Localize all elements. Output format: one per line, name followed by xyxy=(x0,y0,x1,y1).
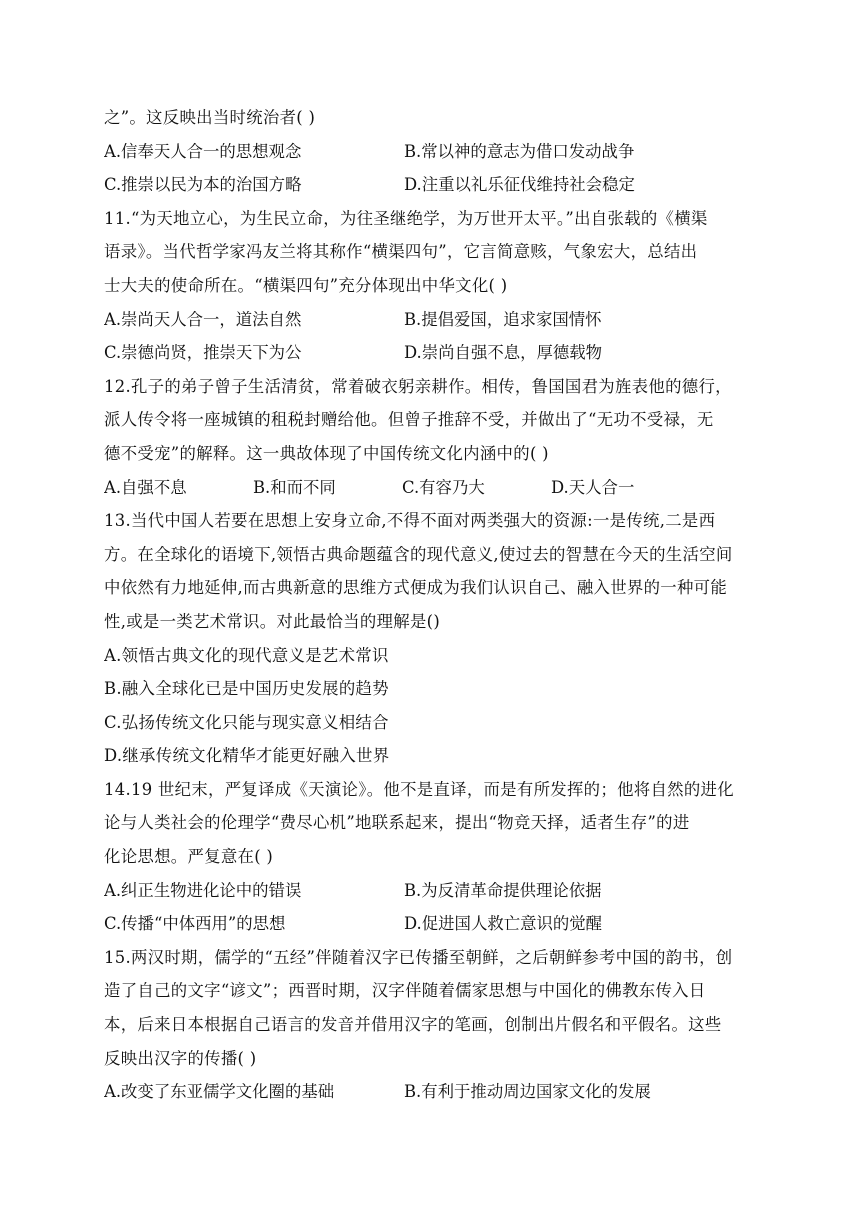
text-line: D.继承传统文化精华才能更好融入世界 xyxy=(104,746,390,766)
options-row xyxy=(104,168,760,202)
text-line: 15.两汉时期，儒学的“五经”伴随着汉字已传播至朝鲜，之后朝鲜参考中国的韵书，创 xyxy=(104,947,733,967)
option-d: D.天人合一 xyxy=(551,477,635,497)
text-line: 化论思想。严复意在( ) xyxy=(104,847,274,867)
text-line: 13.当代中国人若要在思想上安身立命,不得不面对两类强大的资源:一是传统,二是西 xyxy=(104,511,716,531)
text-line: B.融入全球化已是中国历史发展的趋势 xyxy=(104,679,389,699)
text-line: 性,或是一类艺术常识。对此最恰当的理解是() xyxy=(104,611,441,631)
option-b: B.提倡爱国，追求家国情怀 xyxy=(404,309,602,329)
text-line: 11.“为天地立心，为生民立命，为往圣继绝学，为万世开太平。”出自张载的《横渠 xyxy=(104,208,708,228)
text-line: 本，后来日本根据自己语言的发音并借用汉字的笔画，创制出片假名和平假名。这些 xyxy=(104,1015,722,1035)
option-a: C.传播“中体西用”的思想 xyxy=(104,914,286,934)
options-row xyxy=(104,135,760,169)
option-b: D.促进国人救亡意识的觉醒 xyxy=(404,914,603,934)
text-line: 士大夫的使命所在。“横渠四句”充分体现出中华文化( ) xyxy=(104,275,508,295)
option-b: B.和而不同 xyxy=(253,477,336,497)
option-a: A.改变了东亚儒学文化圈的基础 xyxy=(104,1082,335,1102)
options-row xyxy=(104,874,760,908)
text-line: 之”。这反映出当时统治者( ) xyxy=(104,108,316,127)
option-a: A.信奉天人合一的思想观念 xyxy=(104,141,302,161)
text-line: C.弘扬传统文化只能与现实意义相结合 xyxy=(104,712,389,732)
text-line: 派人传令将一座城镇的租税封赠给他。但曾子推辞不受，并做出了“无功不受禄，无 xyxy=(104,410,714,430)
options-row xyxy=(104,471,760,505)
option-a: C.崇德尚贤，推崇天下为公 xyxy=(104,343,302,363)
text-line: 12.孔子的弟子曾子生活清贫，常着破衣躬亲耕作。相传，鲁国国君为旌表他的德行， xyxy=(104,376,732,396)
text-line: A.领悟古典文化的现代意义是艺术常识 xyxy=(104,645,389,665)
option-a: A.崇尚天人合一，道法自然 xyxy=(104,309,302,329)
options-row xyxy=(104,907,760,941)
option-b: D.崇尚自强不息，厚德载物 xyxy=(404,343,603,363)
text-line: 语录》。当代哲学家冯友兰将其称作“横渠四句”，它言简意赅，气象宏大，总结出 xyxy=(104,242,698,262)
options-row xyxy=(104,336,760,370)
question-content xyxy=(104,101,760,1109)
option-a: C.推崇以民为本的治国方略 xyxy=(104,175,302,195)
text-line: 造了自己的文字“谚文”；西晋时期，汉字伴随着儒家思想与中国化的佛教东传入日 xyxy=(104,981,706,1001)
option-c: C.有容乃大 xyxy=(402,477,485,497)
text-line: 14.19 世纪末，严复译成《天演论》。他不是直译，而是有所发挥的；他将自然的进化 xyxy=(104,779,734,799)
option-a: A.自强不息 xyxy=(104,477,187,497)
text-line: 德不受宠”的解释。这一典故体现了中国传统文化内涵中的( ) xyxy=(104,443,549,463)
option-b: B.有利于推动周边国家文化的发展 xyxy=(404,1082,651,1102)
text-line: 论与人类社会的伦理学“费尽心机”地联系起来，提出“物竞天择，适者生存”的进 xyxy=(104,813,690,833)
text-line: 中依然有力地延伸,而古典新意的思维方式便成为我们认识自己、融入世界的一种可能 xyxy=(104,578,728,598)
option-a: A.纠正生物进化论中的错误 xyxy=(104,880,302,900)
options-row xyxy=(104,303,760,337)
options-row xyxy=(104,1075,760,1109)
text-line: 反映出汉字的传播( ) xyxy=(104,1048,257,1068)
option-b: D.注重以礼乐征伐维持社会稳定 xyxy=(404,175,635,195)
option-b: B.为反清革命提供理论依据 xyxy=(404,880,602,900)
text-line: 方。在全球化的语境下,领悟古典命题蕴含的现代意义,使过去的智慧在今天的生活空间 xyxy=(104,544,733,564)
option-b: B.常以神的意志为借口发动战争 xyxy=(404,141,635,161)
